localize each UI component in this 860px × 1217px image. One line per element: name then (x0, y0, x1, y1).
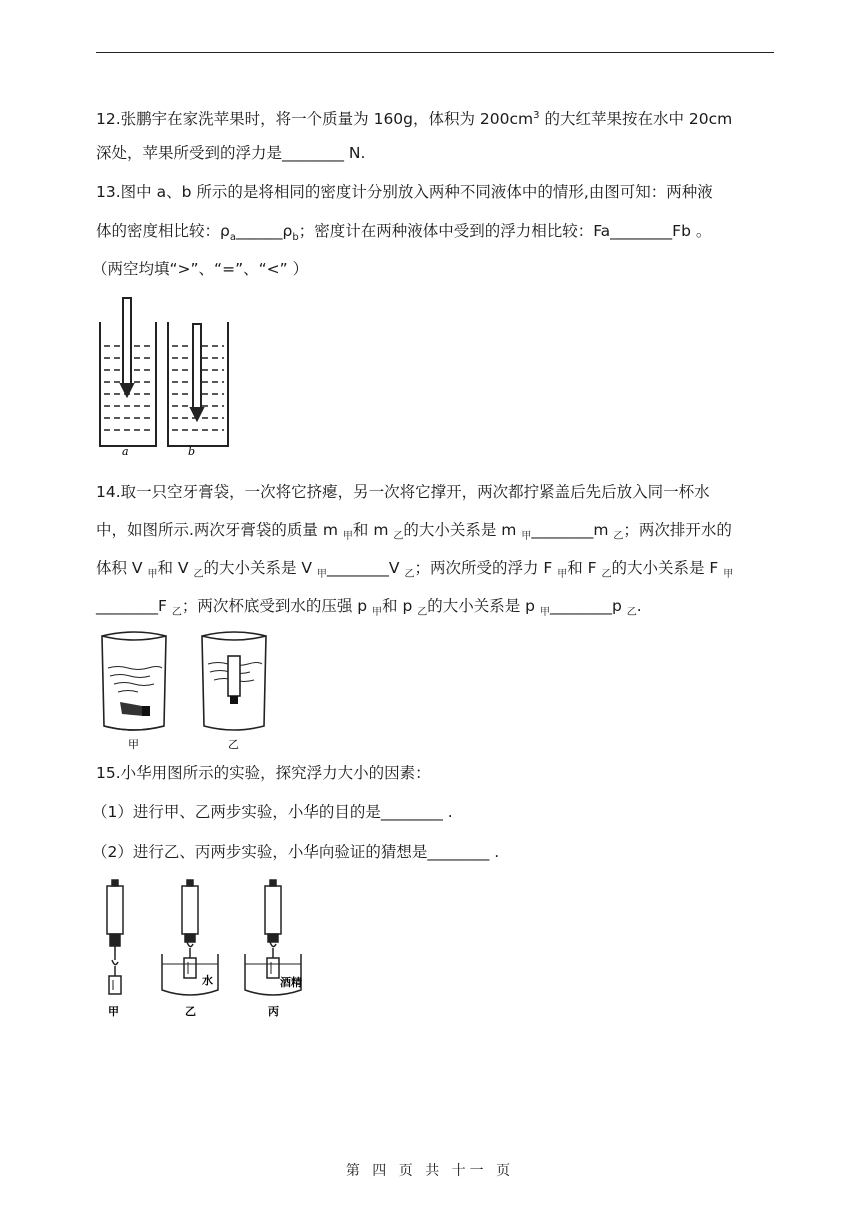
q14-line4: ________F $_乙$；两次杯底受到水的压强 p $_甲$和 p $_乙$的大小关系是 p $_甲$________p $_乙$. (96, 597, 642, 619)
q13-line2: 体的密度相比较：$\rho_a\_\_\_\_\_\_\rho_b$；密度计在两种液体中受到的浮力相比较：Fa________Fb 。 (96, 222, 712, 244)
page-footer: 第 四 页 共 十一 页 (345, 1163, 515, 1179)
q15-line3: （2）进行乙、丙两步实验，小华向验证的猜想是________ . (92, 843, 500, 861)
fig-label-b: b (188, 445, 196, 458)
beaker-a (100, 298, 156, 446)
cup-jia (102, 632, 166, 730)
q13-line3: （两空均填“>”、“=”、“<” ） (92, 260, 309, 278)
fig-label-jia: 甲 (108, 1005, 119, 1018)
fig-label-yi: 乙 (185, 1005, 196, 1018)
squeezed-tube (120, 702, 150, 716)
q15-line1: 15.小华用图所示的实验，探究浮力大小的因素： (96, 764, 431, 782)
water-label: 水 (202, 974, 213, 987)
spring-scale-figure (100, 880, 320, 1020)
q12-line2: 深处，苹果所受到的浮力是________ N. (96, 144, 366, 162)
fig-label-bing: 丙 (268, 1005, 279, 1018)
toothpaste-figure (98, 630, 278, 755)
alcohol-label: 酒精 (280, 976, 302, 989)
header-rule (96, 52, 774, 53)
q14-line2: 中，如图所示.两次牙膏袋的质量 m $_甲$和 m $_乙$的大小关系是 m $_甲$________m $_乙$；两次排开水的 (96, 521, 732, 543)
hydrometer-figure (96, 296, 241, 456)
q14-line3: 体积 V $_甲$和 V $_乙$的大小关系是 V $_甲$________V $_乙$；两次所受的浮力 F $_甲$和 F $_乙$的大小关系是 F $_甲$ (96, 559, 734, 581)
scale-jia (107, 880, 123, 994)
expanded-tube (228, 656, 240, 704)
fig-label-jia: 甲 (128, 738, 139, 751)
fig-label-a: a (122, 445, 129, 458)
q14-line1: 14.取一只空牙膏袋，一次将它挤瘪，另一次将它撑开，两次都拧紧盖后先后放入同一杯水 (96, 483, 710, 501)
q13-line1: 13.图中 a、b 所示的是将相同的密度计分别放入两种不同液体中的情形,由图可知：两种液 (96, 183, 713, 201)
beaker-b (168, 322, 228, 446)
q15-line2: （1）进行甲、乙两步实验，小华的目的是________ . (92, 803, 453, 821)
fig-label-yi: 乙 (228, 738, 239, 751)
q12-line1: 12.张鹏宇在家洗苹果时，将一个质量为 160g，体积为 $200cm^3$ 的大红苹果按在水中 20cm (96, 110, 733, 129)
